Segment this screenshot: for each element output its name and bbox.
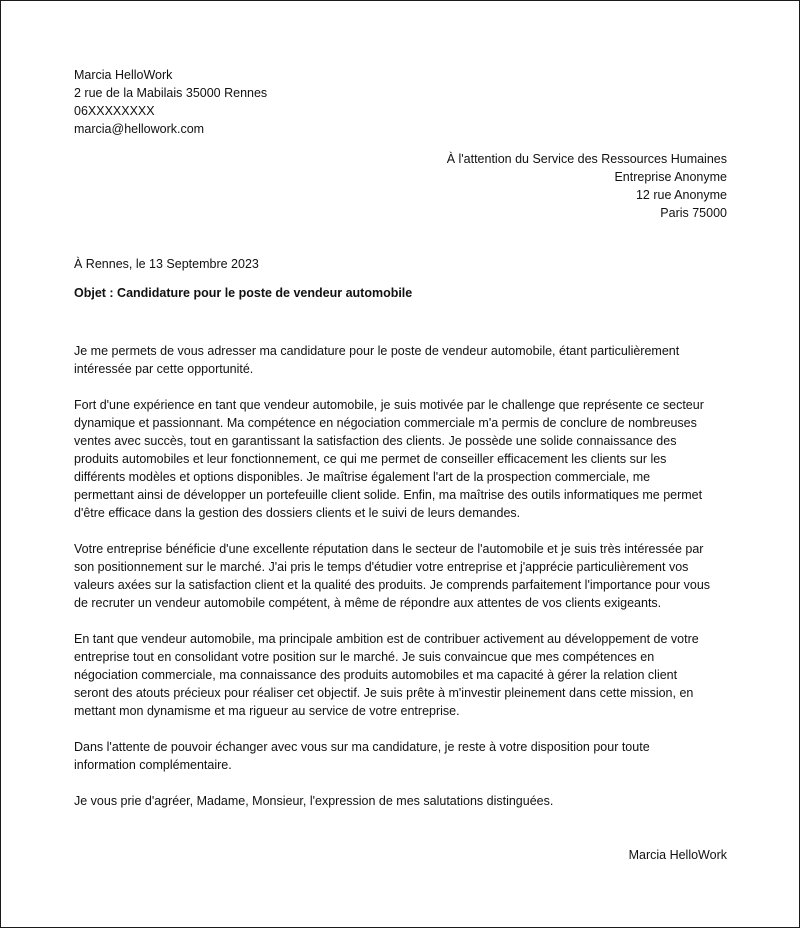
paragraph-line: d'être efficace dans la gestion des dossiers clients et le suivi de leurs demandes. xyxy=(74,506,521,520)
body-paragraph xyxy=(74,738,730,774)
paragraph-line: permettant ainsi de développer un portefeuille client solide. Enfin, ma maîtrise des outils informatiques me permet xyxy=(74,488,703,502)
paragraph-line: produits automobiles et leur fonctionnement, ce qui me permet de conseiller efficacement les clients sur les xyxy=(74,452,667,466)
place-and-date: À Rennes, le 13 Septembre 2023 xyxy=(74,257,259,271)
paragraph-line: information complémentaire. xyxy=(74,758,232,772)
body-paragraph xyxy=(74,396,730,522)
recipient-company: Entreprise Anonyme xyxy=(614,170,727,184)
paragraph-line: Je me permets de vous adresser ma candidature pour le poste de vendeur automobile, étant particulièrement xyxy=(74,344,680,358)
paragraph-line: son positionnement sur le marché. J'ai pris le temps d'étudier votre entreprise et j'apprécie particulièrement vos xyxy=(74,560,689,574)
sender-address: 2 rue de la Mabilais 35000 Rennes xyxy=(74,86,268,100)
paragraph-line: dynamique et passionnant. Ma compétence en négociation commerciale m'a permis de conclure de nombreuses xyxy=(74,416,697,430)
paragraph-line: Dans l'attente de pouvoir échanger avec vous sur ma candidature, je reste à votre disposition pour toute xyxy=(74,740,650,754)
recipient-street: 12 rue Anonyme xyxy=(635,188,727,202)
sender-phone: 06XXXXXXXX xyxy=(74,104,155,118)
paragraph-line: mettant mon dynamisme et ma rigueur au service de votre entreprise. xyxy=(74,704,460,718)
sender-name: Marcia HelloWork xyxy=(74,68,173,82)
recipient-city: Paris 75000 xyxy=(660,206,727,220)
sender-email: marcia@hellowork.com xyxy=(74,122,205,136)
letter-subject: Objet : Candidature pour le poste de vendeur automobile xyxy=(74,286,413,300)
paragraph-line: Fort d'une expérience en tant que vendeur automobile, je suis motivée par le challenge que représente ce secteur xyxy=(74,398,704,412)
paragraph-line: de recruter un vendeur automobile compétent, à même de répondre aux attentes de vos clients exigeants. xyxy=(74,596,662,610)
paragraph-line: ventes avec succès, tout en garantissant la satisfaction des clients. Je possède une solide connaissance des xyxy=(74,434,677,448)
paragraph-line: En tant que vendeur automobile, ma principale ambition est de contribuer activement au développement de votre xyxy=(74,632,699,646)
paragraph-line: négociation commerciale, ma connaissance des produits automobiles et ma capacité à gérer la relation client xyxy=(74,668,678,682)
paragraph-line: valeurs axées sur la satisfaction client et la qualité des produits. Je comprends parfaitement l'importance pour vous xyxy=(74,578,711,592)
sender-block xyxy=(74,66,267,138)
recipient-attention: À l'attention du Service des Ressources Humaines xyxy=(446,152,727,166)
paragraph-line: Je vous prie d'agréer, Madame, Monsieur, l'expression de mes salutations distinguées. xyxy=(74,794,554,808)
paragraph-line: intéressée par cette opportunité. xyxy=(74,362,254,376)
body-paragraph xyxy=(74,540,730,612)
paragraph-line: différents modèles et options disponibles. Je maîtrise également l'art de la prospection commerciale, me xyxy=(74,470,651,484)
letter-body xyxy=(74,342,730,828)
recipient-block xyxy=(447,150,727,222)
body-paragraph xyxy=(74,342,730,378)
signature: Marcia HelloWork xyxy=(628,848,727,862)
paragraph-line: Votre entreprise bénéficie d'une excellente réputation dans le secteur de l'automobile et je suis très intéressée par xyxy=(74,542,704,556)
body-paragraph xyxy=(74,792,730,810)
paragraph-line: entreprise tout en consolidant votre position sur le marché. Je suis convaincue que mes compétences en xyxy=(74,650,655,664)
body-paragraph xyxy=(74,630,730,720)
paragraph-line: seront des atouts précieux pour réaliser cet objectif. Je suis prête à m'investir pleinement dans cette mission, en xyxy=(74,686,694,700)
